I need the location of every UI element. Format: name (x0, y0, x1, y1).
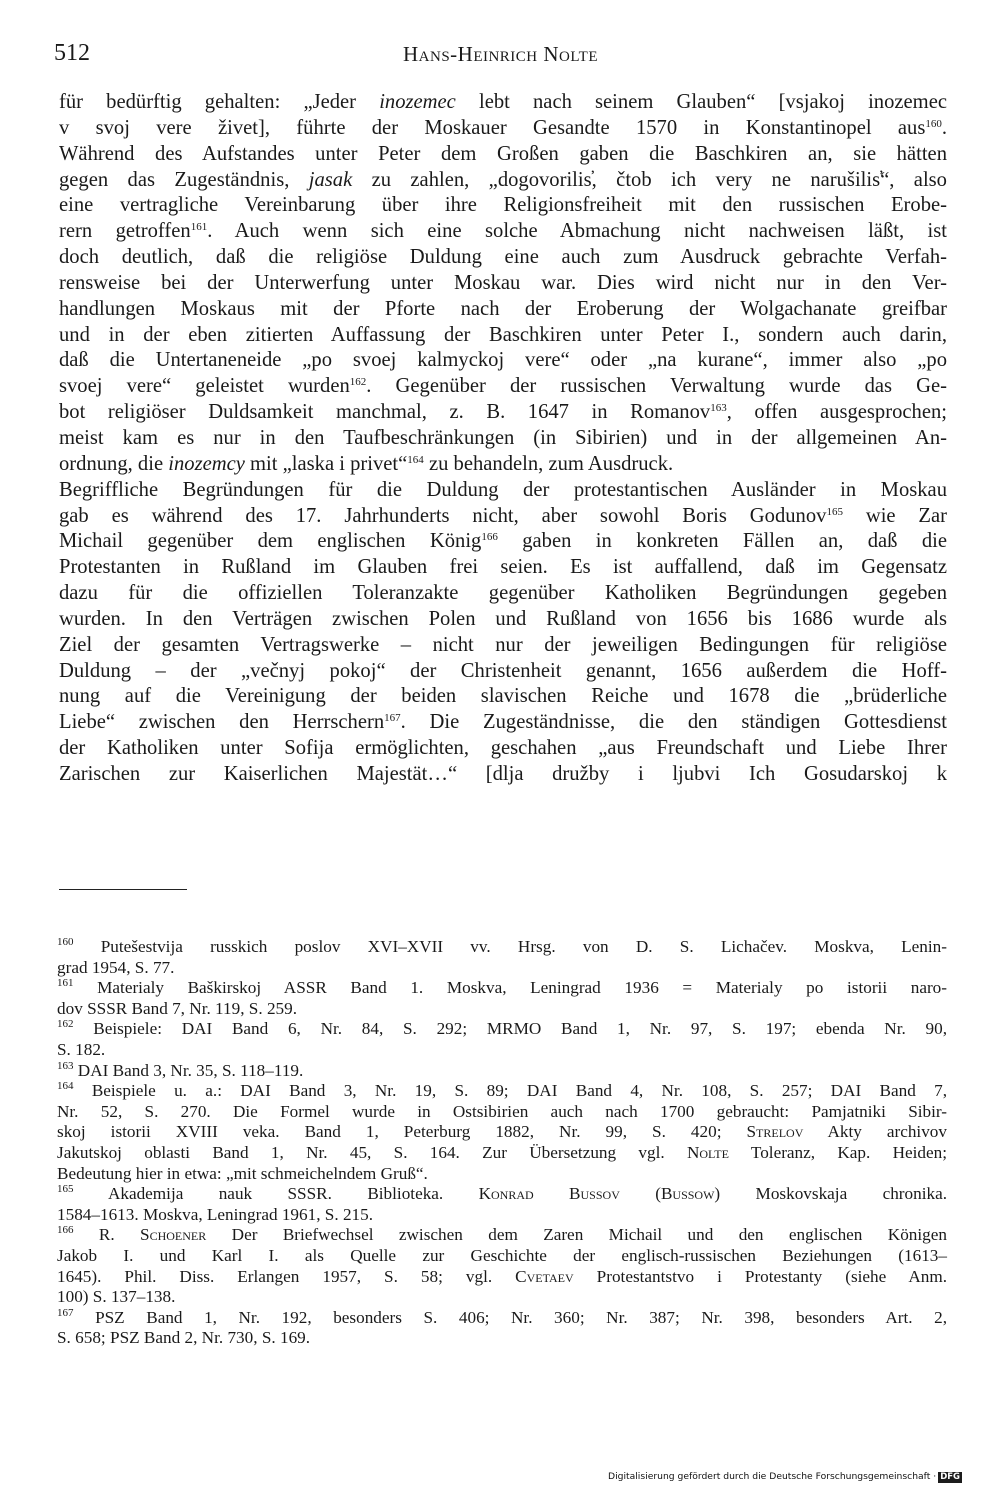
body-line: eine vertragliche Vereinbarung über ihre Religionsfreiheit mit den russischen Erobe- (59, 194, 947, 217)
body-line: ordnung, die inozemcy mit „laska i privet“$^{164}$ zu behandeln, zum Ausdruck. (59, 452, 674, 475)
body-line: und in der eben zitierten Auffassung der Baschkiren unter Peter I., sondern auch darin, (59, 323, 947, 346)
body-line: Liebe“ zwischen den Herrschern$^{167}$. Die Zugeständnisse, die den ständigen Gottesdienst (59, 711, 947, 734)
dfg-logo: DFG (940, 1472, 961, 1482)
page-number: 512 (54, 40, 90, 66)
footnote: $^{162}$ Beispiele: DAI Band 6, Nr. 84, S. 292; MRMO Band 1, Nr. 97, S. 197; ebenda Nr. 90, (57, 1018, 948, 1039)
footnote-ref: 166 (481, 531, 498, 544)
footnote-cont: Bedeutung hier in etwa: „mit schmeichelndem Gruß“. (57, 1163, 428, 1183)
body-line: wurden. In den Verträgen zwischen Polen und Rußland von 1656 bis 1686 wurde als (59, 607, 947, 630)
body-line: nung auf die Vereinigung der beiden slavischen Reiche und 1678 die „brüderliche (59, 685, 947, 708)
footnote-cont: 1584–1613. Moskva, Leningrad 1961, S. 215. (57, 1204, 374, 1224)
body-line: meist kam es nur in den Taufbeschränkungen (in Sibirien) und in der allgemeinen An- (59, 426, 947, 449)
footnote-ref: 167 (384, 712, 401, 725)
digitization-credit: Digitalisierung gefördert durch die Deutsche Forschungsgemeinschaft · DFG (608, 1471, 961, 1482)
body-line: bot religiöser Duldsamkeit manchmal, z. B. 1647 in Romanov$^{163}$, offen ausgesprochen; (59, 401, 947, 424)
body-line: dazu für die offiziellen Toleranzakte gegenüber Katholiken Begründungen gegeben (59, 582, 947, 605)
footnote-ref: 165 (826, 505, 843, 518)
body-line: rensweise bei der Unterwerfung unter Moskau war. Dies wird nicht nur in den Ver- (59, 271, 947, 294)
footnote-cont: 1645). Phil. Diss. Erlangen 1957, S. 58; vgl. Cvetaev Protestantstvo i Protestanty (siehe Anm. (57, 1266, 948, 1286)
body-line: Ziel der gesamten Vertragswerke – nicht nur der jeweiligen Bedingungen für religiöse (59, 633, 947, 656)
body-line: handlungen Moskaus mit der Pforte nach der Eroberung der Wolgachanate greifbar (59, 297, 947, 320)
body-text (59, 90, 947, 788)
footnote-cont: grad 1954, S. 77. (57, 957, 175, 977)
footnote: $^{167}$ PSZ Band 1, Nr. 192, besonders S. 406; Nr. 360; Nr. 387; Nr. 398, besonders Art. 2, (57, 1306, 947, 1327)
footnote: $^{164}$ Beispiele u. a.: DAI Band 3, Nr. 19, S. 89; DAI Band 4, Nr. 108, S. 257; DAI Band 7, (57, 1080, 948, 1101)
footnote-cont: dov SSSR Band 7, Nr. 119, S. 259. (57, 998, 298, 1018)
body-line: gegen das Zugeständnis, jasak zu zahlen, „dogovorilis̕, čtob ich very ne narušilis̕“, also (59, 168, 947, 191)
footnote-cont: 100) S. 137–138. (57, 1287, 176, 1307)
footnote-cont: Jakob I. und Karl I. als Quelle zur Geschichte der englisch-russischen Beziehungen (1613– (57, 1245, 947, 1265)
body-line: Während des Aufstandes unter Peter dem Großen gaben die Baschkiren an, sie hätten (59, 142, 947, 165)
body-line: der Katholiken unter Sofija ermöglichten, geschahen „aus Freundschaft und Liebe Ihrer (59, 737, 947, 760)
body-line: Protestanten in Rußland im Glauben frei seien. Es ist auffallend, daß im Gegensatz (59, 556, 947, 579)
footnote: $^{166}$ R. Schoener Der Briefwechsel zwischen dem Zaren Michail und den englischen Königen (57, 1224, 947, 1245)
body-line: doch deutlich, daß die religiöse Duldung eine auch zum Ausdruck gebrachte Verfah- (59, 246, 947, 269)
page-header (54, 40, 947, 72)
body-line: Duldung – der „večnyj pokoj“ der Christenheit genannt, 1656 außerdem die Hoff- (59, 659, 947, 682)
body-line: rern getroffen$^{161}$. Auch wenn sich eine solche Abmachung nicht nachweisen läßt, ist (59, 220, 947, 243)
footnote: $^{165}$ Akademija nauk SSSR. Biblioteka. Konrad Bussov (Bussow) Moskovskaja chronika. (57, 1183, 947, 1204)
body-line: gab es während des 17. Jahrhunderts nicht, aber sowohl Boris Godunov$^{165}$ wie Zar (59, 504, 948, 527)
body-line: Begriffliche Begründungen für die Duldung der protestantischen Ausländer in Moskau (59, 478, 947, 501)
body-line: für bedürftig gehalten: „Jeder inozemec lebt nach seinem Glauben“ [vsjakoj inozemec (59, 91, 947, 113)
footnote-ref: 160 (925, 117, 942, 130)
footnote-cont: S. 658; PSZ Band 2, Nr. 730, S. 169. (57, 1328, 311, 1348)
body-line: Zarischen zur Kaiserlichen Majestät…“ [dlja družby i ljubvi Ich Gosudarskoj k (59, 762, 947, 785)
footnote: $^{161}$ Materialy Baškirskoj ASSR Band 1. Moskva, Leningrad 1936 = Materialy po istorii naro- (57, 977, 947, 998)
footnote-cont: Nr. 52, S. 270. Die Formel wurde in Ostsibirien auch nach 1700 gebraucht: Pamjatniki Sibir- (57, 1101, 947, 1121)
body-line: daß die Untertaneneide „po svoej kalmyckoj vere“ oder „na kurane“, immer also „po (59, 349, 947, 372)
footnote-ref: 162 (349, 376, 367, 389)
footnote-cont: S. 182. (57, 1039, 106, 1059)
footnote-divider (59, 889, 187, 890)
body-line: v svoj vere živet], führte der Moskauer Gesandte 1570 in Konstantinopel aus$^{160}$. (59, 116, 947, 139)
body-line: Michail gegenüber dem englischen König$^{166}$ gaben in konkreten Fällen an, daß die (59, 530, 948, 553)
footnote-ref: 161 (190, 221, 208, 234)
footnote-cont: Jakutskoj oblasti Band 1, Nr. 45, S. 164. Zur Übersetzung vgl. Nolte Toleranz, Kap. Heiden; (57, 1142, 947, 1162)
running-title: Hans-Heinrich Nolte (402, 42, 599, 66)
footnote: $^{160}$ Putešestvija russkich poslov XVI–XVII vv. Hrsg. von D. S. Lichačev. Moskva, Lenin- (57, 936, 947, 956)
footnote-cont: skoj istorii XVIII veka. Band 1, Peterburg 1882, Nr. 99, S. 420; Strelov Akty archivov (57, 1122, 947, 1142)
footnotes (57, 937, 947, 1349)
footnote: $^{163}$ DAI Band 3, Nr. 35, S. 118–119. (57, 1059, 304, 1080)
footnote-ref: 163 (710, 402, 727, 415)
footnote-ref: 164 (407, 453, 424, 466)
body-line: svoej vere“ geleistet wurden$^{162}$. Gegenüber der russischen Verwaltung wurde das Ge- (59, 375, 948, 398)
